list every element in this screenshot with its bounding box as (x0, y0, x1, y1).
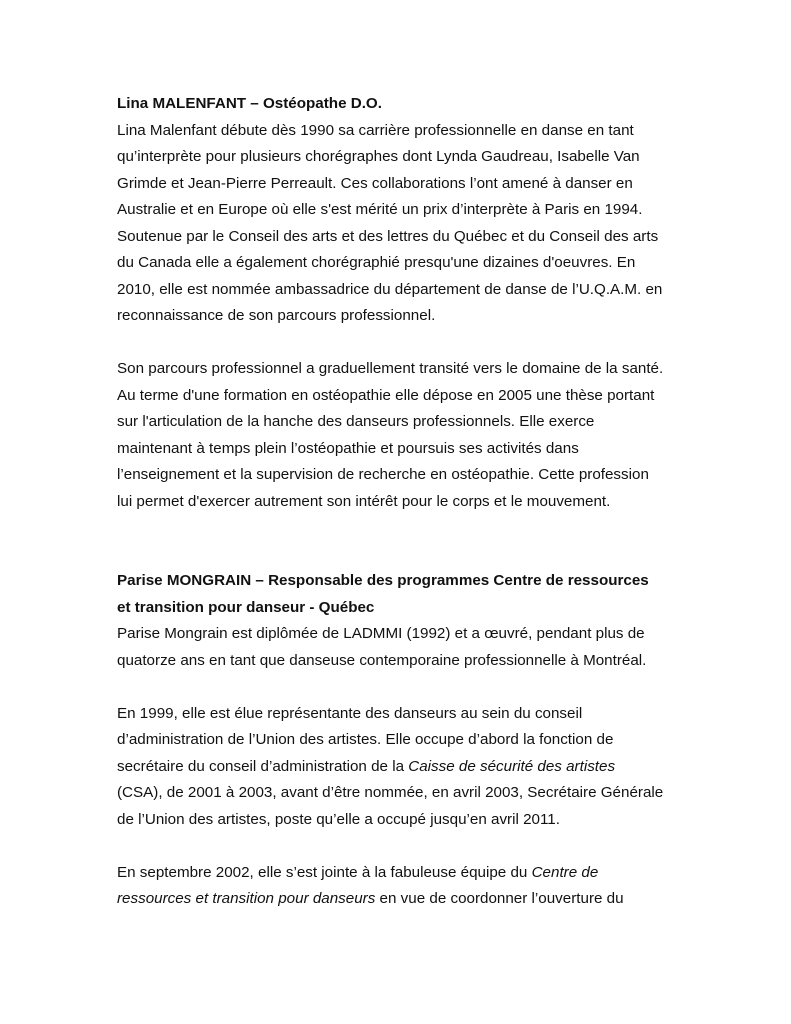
section2-heading (117, 568, 687, 621)
section1-paragraph-2 (117, 356, 687, 515)
text-line: qu’interprète pour plusieurs chorégraphes dont Lynda Gaudreau, Isabelle Van (117, 148, 640, 165)
text-line: l’enseignement et la supervision de recherche en ostéopathie. Cette profession (117, 466, 649, 483)
text-line: de l’Union des artistes, poste qu’elle a occupé jusqu’en avril 2011. (117, 810, 560, 828)
text-line: En 1999, elle est élue représentante des danseurs au sein du conseil (117, 704, 583, 722)
italic-title-centre-cont: ressources et transition pour danseurs (117, 890, 376, 907)
section2-paragraph-3 (117, 860, 687, 913)
text-line: quatorze ans en tant que danseuse contemporaine professionnelle à Montréal. (117, 651, 647, 669)
italic-title-caisse: Caisse de sécurité des artistes (408, 757, 616, 775)
text-segment: en vue de coordonner l’ouverture du (375, 890, 624, 907)
section2-paragraph-1 (117, 621, 687, 674)
text-line: Parise Mongrain est diplômée de LADMMI (1992) et a œuvré, pendant plus de (117, 625, 645, 642)
text-line: maintenant à temps plein l’ostéopathie et poursuis ses activités dans (117, 439, 579, 457)
text-line (117, 860, 687, 887)
text-line: Australie et en Europe où elle s'est mérité un prix d’interprète à Paris en 1994. (117, 201, 643, 218)
text-line: Soutenue par le Conseil des arts et des lettres du Québec et du Conseil des arts (117, 227, 659, 245)
section1-heading-text: Lina MALENFANT – Ostéopathe D.O. (117, 95, 382, 112)
text-segment: En septembre 2002, elle s’est jointe à la fabuleuse équipe du (117, 863, 532, 881)
section2-heading-line: et transition pour danseur - Québec (117, 598, 375, 616)
text-line: Lina Malenfant débute dès 1990 sa carrière professionnelle en danse en tant (117, 121, 634, 139)
text-line (117, 754, 687, 781)
section1-paragraph-1 (117, 118, 687, 330)
section2-paragraph-2 (117, 701, 687, 834)
paragraph-spacer (117, 833, 687, 860)
paragraph-spacer (117, 674, 687, 701)
text-line: Au terme d'une formation en ostéopathie elle dépose en 2005 une thèse portant (117, 386, 655, 404)
text-line: d’administration de l’Union des artistes. Elle occupe d’abord la fonction de (117, 731, 614, 748)
text-line: 2010, elle est nommée ambassadrice du département de danse de l’U.Q.A.M. en (117, 280, 663, 298)
document-page (117, 91, 687, 913)
text-line: reconnaissance de son parcours professionnel. (117, 307, 436, 324)
text-line: (CSA), de 2001 à 2003, avant d’être nommée, en avril 2003, Secrétaire Générale (117, 784, 664, 801)
section1-heading (117, 91, 687, 118)
section2-heading-line: Parise MONGRAIN – Responsable des programmes Centre de ressources (117, 572, 649, 589)
italic-title-centre: Centre de (531, 863, 599, 881)
section-spacer (117, 515, 687, 568)
text-line: Grimde et Jean-Pierre Perreault. Ces collaborations l’ont amené à danser en (117, 174, 633, 192)
text-line: sur l'articulation de la hanche des danseurs professionnels. Elle exerce (117, 413, 595, 430)
paragraph-spacer (117, 330, 687, 357)
text-line: Son parcours professionnel a graduellement transité vers le domaine de la santé. (117, 360, 664, 377)
text-line: du Canada elle a également chorégraphié presqu'une dizaines d'oeuvres. En (117, 254, 636, 271)
text-segment: secrétaire du conseil d’administration de la (117, 757, 409, 775)
text-line: lui permet d'exercer autrement son intérêt pour le corps et le mouvement. (117, 492, 611, 510)
text-line (117, 886, 687, 913)
